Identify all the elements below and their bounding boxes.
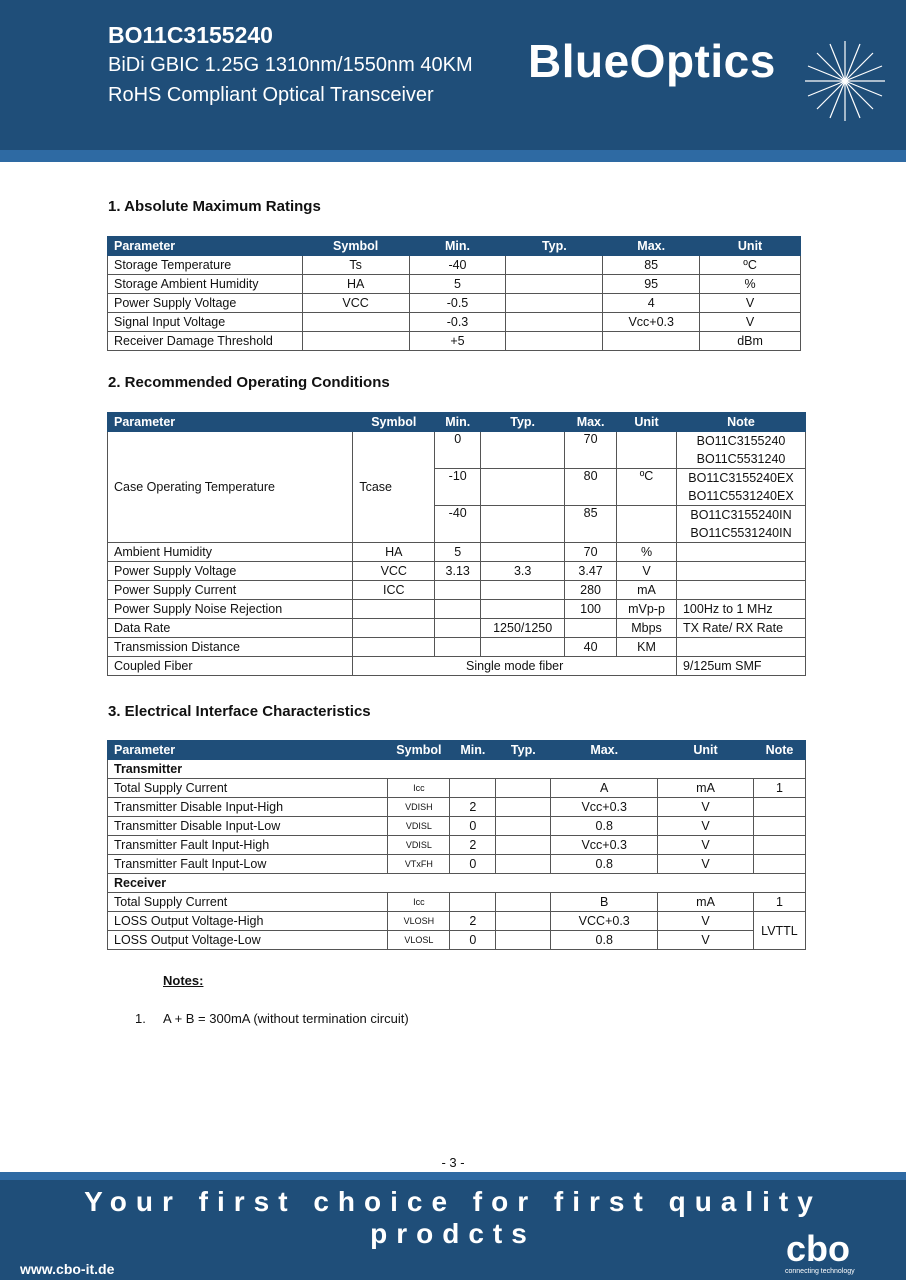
header-accent-strip [0,150,906,162]
cell: LOSS Output Voltage-Low [108,931,388,950]
table-row [108,817,806,836]
electrical-interface-table [107,740,806,950]
col-header: Max. [565,413,617,432]
cell: dBm [700,332,801,351]
cell: mA [658,779,754,798]
cell [496,855,551,874]
cell: Transmitter Disable Input-Low [108,817,388,836]
table-row [108,657,806,676]
cell: Vcc+0.3 [551,798,658,817]
cell: 95 [603,275,700,294]
cell: Power Supply Voltage [108,294,303,313]
cell [450,779,496,798]
col-header: Min. [450,741,496,760]
cell [753,798,805,817]
cell: Power Supply Noise Rejection [108,600,353,619]
cell [481,432,565,469]
cell: V [658,912,754,931]
cell: ºC [700,256,801,275]
cell [481,543,565,562]
cell: VLOSL [388,931,450,950]
cell: 9/125um SMF [676,657,805,676]
cell [481,638,565,657]
cell: Power Supply Current [108,581,353,600]
cell: % [617,543,677,562]
cell: Ambient Humidity [108,543,353,562]
cell: Tcase [353,432,435,543]
col-header: Parameter [108,741,388,760]
table-row [108,619,806,638]
cell: Total Supply Current [108,893,388,912]
cell: -0.5 [409,294,506,313]
cell [302,313,409,332]
cell: V [700,294,801,313]
cell [353,600,435,619]
cell: VCC [302,294,409,313]
cell [435,619,481,638]
cell: 85 [603,256,700,275]
cell: 40 [565,638,617,657]
cell: 85 [565,506,617,543]
cell [753,836,805,855]
cell [496,798,551,817]
cell: Transmission Distance [108,638,353,657]
cell [496,817,551,836]
cell: VCC+0.3 [551,912,658,931]
cell: 0 [450,931,496,950]
cell: VDISL [388,817,450,836]
cell: 3.13 [435,562,481,581]
cell: V [658,836,754,855]
cell: Ts [302,256,409,275]
col-header: Typ. [506,237,603,256]
cell: Transmitter [108,760,806,779]
cell: Vcc+0.3 [603,313,700,332]
table-row [108,562,806,581]
cell: Receiver [108,874,806,893]
footer-slogan: Your first choice for first quality prodcts [84,1186,822,1249]
table-subheader-row [108,874,806,893]
cell [676,543,805,562]
product-compliance: RoHS Compliant Optical Transceiver [108,84,434,106]
cell: 0.8 [551,817,658,836]
cell: 1 [753,893,805,912]
cell [506,332,603,351]
cell: mA [658,893,754,912]
cell: +5 [409,332,506,351]
cell: ICC [353,581,435,600]
note-number: 1. [135,1011,146,1026]
cell: TX Rate/ RX Rate [676,619,805,638]
website-link[interactable]: www.cbo-it.de [20,1261,115,1277]
cell: 0 [435,432,481,469]
cell [496,912,551,931]
cell: Transmitter Fault Input-Low [108,855,388,874]
notes-heading: Notes: [163,973,204,988]
cell: V [658,798,754,817]
section3-title: 3. Electrical Interface Characteristics [108,703,371,720]
cell: 1 [753,779,805,798]
cell [302,332,409,351]
cell: ºC [617,469,677,506]
cell [565,619,617,638]
cell: BO11C3155240EX [676,469,805,488]
cell [496,893,551,912]
cell [496,836,551,855]
cell: 1250/1250 [481,619,565,638]
cbo-logo: cbo [786,1228,851,1269]
cell: 100Hz to 1 MHz [676,600,805,619]
cell [753,855,805,874]
col-header: Unit [658,741,754,760]
cell: 70 [565,432,617,469]
cell: V [617,562,677,581]
cell: -40 [409,256,506,275]
cell: KM [617,638,677,657]
cell [753,817,805,836]
table-row [108,294,801,313]
table-row [108,256,801,275]
cell [676,638,805,657]
cell: -40 [435,506,481,543]
cell: LVTTL [753,912,805,950]
cell: BO11C3155240IN [676,506,805,525]
cell [435,581,481,600]
cbo-tagline: connecting technology [785,1268,855,1275]
cell: mA [617,581,677,600]
cell [506,256,603,275]
cell: HA [353,543,435,562]
cell: Mbps [617,619,677,638]
cell: V [658,855,754,874]
absolute-max-ratings-table [107,236,801,351]
cell: Case Operating Temperature [108,432,353,543]
table-row [108,275,801,294]
col-header: Note [753,741,805,760]
cell: BO11C5531240IN [676,524,805,543]
cell [435,600,481,619]
col-header: Note [676,413,805,432]
cell: Power Supply Voltage [108,562,353,581]
cell: Vcc+0.3 [551,836,658,855]
cell: 5 [435,543,481,562]
table-row [108,798,806,817]
footer-accent-strip [0,1172,906,1180]
cell: 0.8 [551,855,658,874]
cell [506,275,603,294]
section2-title: 2. Recommended Operating Conditions [108,374,390,391]
table-row [108,332,801,351]
cell [353,638,435,657]
cell [617,432,677,469]
cell: 0.8 [551,931,658,950]
col-header: Typ. [496,741,551,760]
cell: Signal Input Voltage [108,313,303,332]
product-code: BO11C3155240 [108,22,273,48]
col-header: Max. [603,237,700,256]
cell: HA [302,275,409,294]
cell: 0 [450,855,496,874]
cell: LOSS Output Voltage-High [108,912,388,931]
cell: BO11C3155240 [676,432,805,451]
cell: 0 [450,817,496,836]
cell [506,313,603,332]
cell: -10 [435,469,481,506]
table-row [108,893,806,912]
cell: Total Supply Current [108,779,388,798]
cell: VTxFH [388,855,450,874]
cell: 80 [565,469,617,506]
cell: VDISL [388,836,450,855]
col-header: Symbol [353,413,435,432]
table-row [108,432,806,451]
table-row [108,313,801,332]
cell: VCC [353,562,435,581]
cell: Single mode fiber [353,657,677,676]
cell [676,562,805,581]
col-header: Max. [551,741,658,760]
cell: Icc [388,779,450,798]
cell: mVp-p [617,600,677,619]
cell: 2 [450,836,496,855]
cell: Transmitter Fault Input-High [108,836,388,855]
starburst-icon [800,36,890,126]
cell: 5 [409,275,506,294]
col-header: Unit [700,237,801,256]
cell: V [658,931,754,950]
cell [481,506,565,543]
table-header-row [108,741,806,760]
cell: -0.3 [409,313,506,332]
cell: B [551,893,658,912]
cell: Coupled Fiber [108,657,353,676]
table-row [108,638,806,657]
cell [481,600,565,619]
cell: 100 [565,600,617,619]
cell [435,638,481,657]
cell [481,581,565,600]
cell: Receiver Damage Threshold [108,332,303,351]
cell [481,469,565,506]
cell: Storage Temperature [108,256,303,275]
table-row [108,931,806,950]
table-row [108,836,806,855]
cell [603,332,700,351]
cell: A [551,779,658,798]
blueoptics-logo: BlueOptics [528,35,776,87]
cell: Transmitter Disable Input-High [108,798,388,817]
col-header: Min. [435,413,481,432]
cell: VDISH [388,798,450,817]
cell: BO11C5531240 [676,450,805,469]
cell [450,893,496,912]
cell: 3.47 [565,562,617,581]
table-row [108,912,806,931]
cell: 4 [603,294,700,313]
cell: 3.3 [481,562,565,581]
cell [506,294,603,313]
table-header-row [108,237,801,256]
page-number: - 3 - [441,1155,465,1170]
cell: 2 [450,912,496,931]
operating-conditions-table [107,412,806,676]
cell: % [700,275,801,294]
table-row [108,543,806,562]
col-header: Parameter [108,413,353,432]
cell: Icc [388,893,450,912]
note-text: A + B = 300mA (without termination circuit) [163,1011,409,1026]
cell: V [700,313,801,332]
table-header-row [108,413,806,432]
cell: VLOSH [388,912,450,931]
cell: Data Rate [108,619,353,638]
cell [496,931,551,950]
cell [617,506,677,543]
table-row [108,855,806,874]
col-header: Symbol [302,237,409,256]
table-row [108,600,806,619]
cell: V [658,817,754,836]
cell: BO11C5531240EX [676,487,805,506]
cell: 280 [565,581,617,600]
col-header: Parameter [108,237,303,256]
cell [676,581,805,600]
product-description: BiDi GBIC 1.25G 1310nm/1550nm 40KM [108,54,473,76]
table-subheader-row [108,760,806,779]
table-row [108,581,806,600]
cell: Storage Ambient Humidity [108,275,303,294]
table-row [108,779,806,798]
section1-title: 1. Absolute Maximum Ratings [108,198,321,215]
col-header: Typ. [481,413,565,432]
cell [353,619,435,638]
col-header: Unit [617,413,677,432]
cell [496,779,551,798]
col-header: Min. [409,237,506,256]
col-header: Symbol [388,741,450,760]
cell: 2 [450,798,496,817]
cell: 70 [565,543,617,562]
